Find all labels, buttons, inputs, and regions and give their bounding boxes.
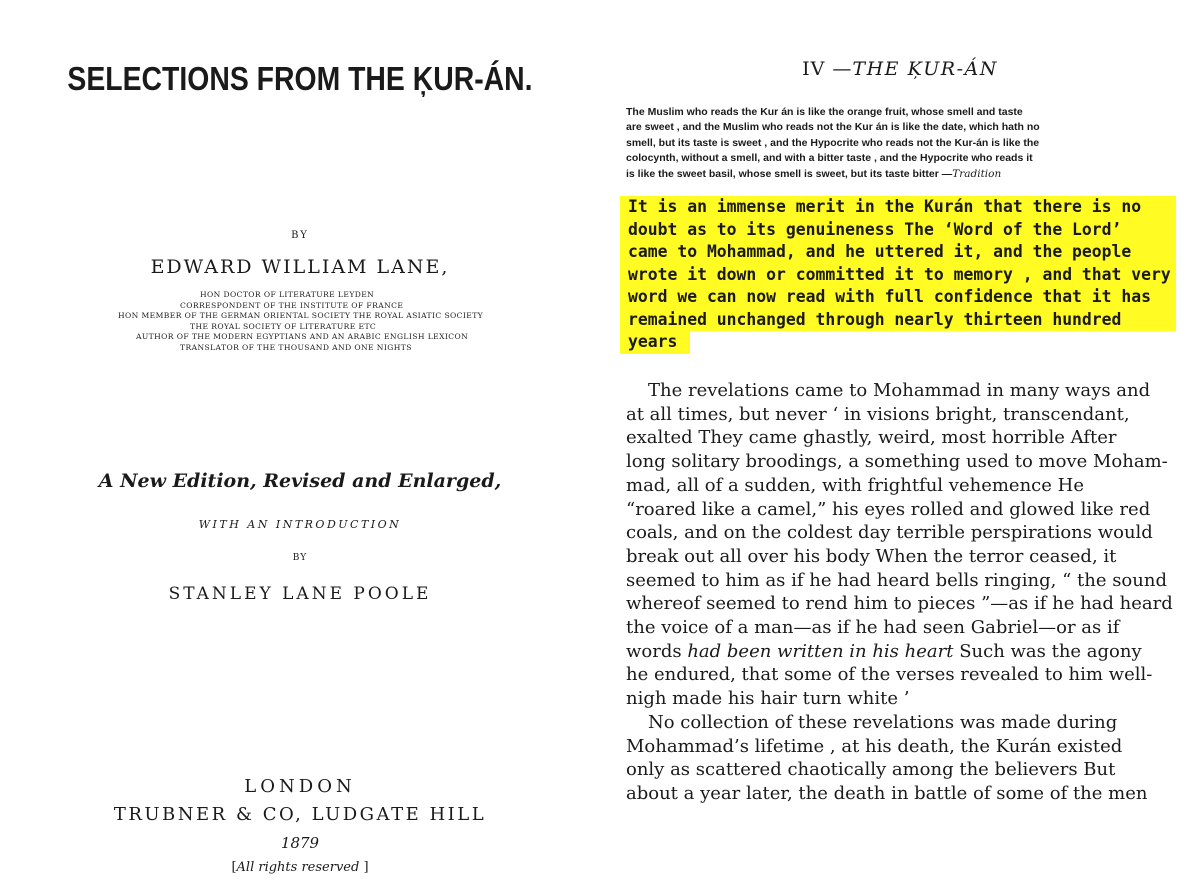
body-line: seemed to him as if he had heard bells ringing, “ the sound [626, 569, 1167, 591]
highlighted-line: remained unchanged through nearly thirteen hundred [628, 309, 1122, 329]
highlighted-line: came to Mohammad, and he uttered it, and the people [628, 242, 1132, 261]
body-line: mad, all of a sudden, with frightful vehemence He [626, 474, 1084, 496]
editor-name: STANLEY LANE POOLE [168, 584, 432, 604]
rights-notice: [All rights reserved ] [231, 860, 369, 875]
body-line [626, 640, 1166, 664]
highlighted-line: years [628, 332, 678, 351]
highlighted-line: doubt as to its genuineness The ‘Word of the Lord’ [628, 219, 1122, 239]
highlighted-line: word we can now read with full confidence that it has [628, 287, 1152, 306]
epigraph-line: are sweet , and the Muslim who reads not the Kur án is like the date, which hath no [626, 121, 1040, 134]
epigraph-line: The Muslim who reads the Kur án is like the orange fruit, whose smell and taste [626, 106, 1023, 118]
body-line: nigh made his hair turn white ’ [626, 688, 910, 710]
page-numeral: IV — [802, 58, 853, 80]
body-line: No collection of these revelations was made during [648, 711, 1118, 733]
body-paragraphs [626, 379, 1173, 806]
highlighted-line: It is an immense merit in the Kurán that there is no [628, 197, 1142, 216]
running-header [600, 58, 1200, 80]
author-name: EDWARD WILLIAM LANE, [150, 256, 450, 278]
epigraph-last-text: is like the sweet basil, whose smell is sweet, but its taste bitter — [626, 167, 953, 180]
body-line: only as scattered chaotically among the believers But [626, 759, 1116, 781]
book-title: SELECTIONS FROM THE ĶUR-ÁN. [67, 60, 533, 97]
body-italic-phrase: had been written in his heart [687, 640, 954, 662]
credit-line: AUTHOR OF THE MODERN EGYPTIANS AND AN ARABIC ENGLISH LEXICON [136, 332, 469, 342]
by-label: BY [291, 230, 309, 241]
tradition-epigraph [626, 105, 1106, 182]
publisher-name: TRUBNER & CO, LUDGATE HILL [113, 804, 487, 825]
text-page [600, 0, 1200, 896]
epigraph-line: colocynth, without a smell, and with a bitter taste , and the Hypocrite who reads it [626, 152, 1033, 165]
body-line: break out all over his body When the terror ceased, it [626, 545, 1117, 567]
body-line: “roared like a camel,” his eyes rolled and glowed like red [626, 498, 1151, 520]
publication-city: LONDON [244, 776, 356, 797]
rights-text: All rights reserved [236, 860, 360, 875]
epigraph-source: Tradition [952, 167, 1002, 180]
author-credits [0, 290, 600, 354]
body-line: whereof seemed to rend him to pieces ”—as if he had heard [626, 593, 1173, 615]
body-line: The revelations came to Mohammad in many ways and [648, 380, 1151, 401]
highlighted-line: wrote it down or committed it to memory , and that very [628, 264, 1171, 284]
body-line: Mohammad’s lifetime , at his death, the Kurán existed [626, 735, 1123, 757]
body-line: the voice of a man—as if he had seen Gabriel—or as if [626, 617, 1120, 639]
credit-line: HON DOCTOR OF LITERATURE LEYDEN [200, 290, 375, 299]
epigraph-line [626, 167, 1106, 182]
introduction-line: WITH AN INTRODUCTION [198, 518, 402, 531]
by-label: BY [292, 553, 308, 563]
credit-line: THE ROYAL SOCIETY OF LITERATURE ETC [190, 321, 377, 331]
edition-line: A New Edition, Revised and Enlarged, [98, 470, 502, 492]
body-line-start: words [626, 640, 682, 662]
epigraph-line: smell, but its taste is sweet , and the Hypocrite who reads not the Kur-án is like the [626, 136, 1040, 149]
body-line: he endured, that some of the verses revealed to him well- [626, 664, 1153, 686]
body-line: exalted They came ghastly, weird, most horrible After [626, 427, 1117, 449]
publication-year: 1879 [280, 834, 320, 852]
body-line: long solitary broodings, a something used to move Moham- [626, 451, 1168, 473]
credit-line: TRANSLATOR OF THE THOUSAND AND ONE NIGHTS [180, 342, 412, 352]
credit-line: CORRESPONDENT OF THE INSTITUTE OF FRANCE [180, 300, 404, 310]
body-line-end: Such was the agony [959, 640, 1142, 662]
body-line: at all times, but never ‘ in visions bright, transcendant, [626, 403, 1130, 425]
credit-line: HON MEMBER OF THE GERMAN ORIENTAL SOCIETY THE ROYAL ASIATIC SOCIETY [118, 311, 484, 321]
body-line: coals, and on the coldest day terrible perspirations would [626, 522, 1153, 544]
highlighted-paragraph [620, 196, 1180, 381]
body-line: about a year later, the death in battle of some of the men [626, 782, 1148, 804]
header-title: THE ĶUR-ÁN [852, 58, 998, 80]
